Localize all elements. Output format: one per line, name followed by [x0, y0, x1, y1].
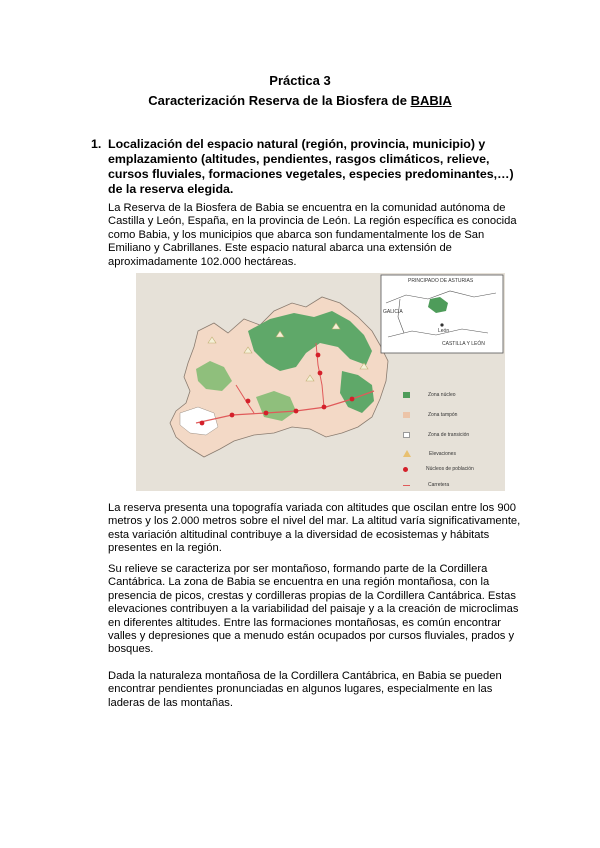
- inset-label-leon: León: [438, 328, 450, 334]
- inset-label-asturias: PRINCIPADO DE ASTURIAS: [408, 278, 474, 284]
- inset-label-galicia: GALICIA: [383, 309, 403, 315]
- town-marker: [230, 413, 235, 418]
- document-title: [0, 93, 600, 108]
- legend-elevations: Elevaciones: [403, 450, 456, 457]
- document-title-text: Caracterización Reserva de la Biosfera de: [148, 93, 411, 108]
- legend-transition: Zona de transición: [403, 432, 469, 438]
- reserve-map-figure: [136, 273, 505, 491]
- document-title-babia: BABIA: [410, 93, 452, 108]
- town-marker: [200, 421, 205, 426]
- town-marker: [264, 411, 269, 416]
- legend-road: Carretera: [403, 482, 449, 488]
- reserve-map: [136, 273, 505, 491]
- town-marker: [322, 405, 327, 410]
- legend-core: Zona núcleo: [403, 392, 456, 398]
- legend-towns: Núcleos de población: [403, 466, 474, 472]
- legend-buffer: Zona tampón: [403, 412, 457, 418]
- practice-heading: Práctica 3: [269, 73, 331, 88]
- town-marker: [294, 409, 299, 414]
- town-marker: [318, 371, 323, 376]
- town-marker: [246, 399, 251, 404]
- town-marker: [316, 353, 321, 358]
- question-number: 1.: [91, 137, 102, 151]
- question-text: Localización del espacio natural (región, provincia, municipio) y emplazamiento (altitudes, pendientes, rasgos climáticos, relieve, cursos fluviales, formaciones vegetales, especies predominantes,…) de la reserva elegida.: [108, 137, 514, 196]
- paragraph-location: La Reserva de la Biosfera de Babia se encuentra en la comunidad autónoma de Castilla y León, España, en la provincia de León. La región específica es conocida como Babia, y los municipios que abarca son fundamentalmente los de San Emiliano y Cabrillanes. Este espacio natural abarca una extensión de aproximadamente 102.000 hectáreas.: [108, 202, 517, 268]
- paragraph-altitude: La reserva presenta una topografía variada con altitudes que oscilan entre los 900 metros y los 2.000 metros sobre el nivel del mar. La altitud varía significativamente, esta variación altitudinal contribuye a la diversidad de ecosistemas y hábitats presentes en la región.: [108, 502, 521, 555]
- paragraph-relief: Su relieve se caracteriza por ser montañoso, formando parte de la Cordillera Cantábrica. La zona de Babia se encuentra en una región montañosa, con la presencia de picos, crestas y cordilleras propias de la Cordillera Cantábrica. Estas elevaciones contribuyen a la variabilidad del paisaje y a la creación de microclimas en diferentes altitudes. Entre las formaciones montañosas, es común encontrar valles y depresiones que a menudo están ocupados por cursos fluviales, prados y bosques.: [108, 563, 519, 656]
- inset-leon-marker: [440, 323, 443, 326]
- town-marker: [350, 397, 355, 402]
- inset-label-castilla: CASTILLA Y LEÓN: [442, 341, 485, 347]
- paragraph-slopes: Dada la naturaleza montañosa de la Cordillera Cantábrica, en Babia se pueden encontrar pendientes pronunciadas en algunos lugares, especialmente en las laderas de las montañas.: [108, 670, 502, 709]
